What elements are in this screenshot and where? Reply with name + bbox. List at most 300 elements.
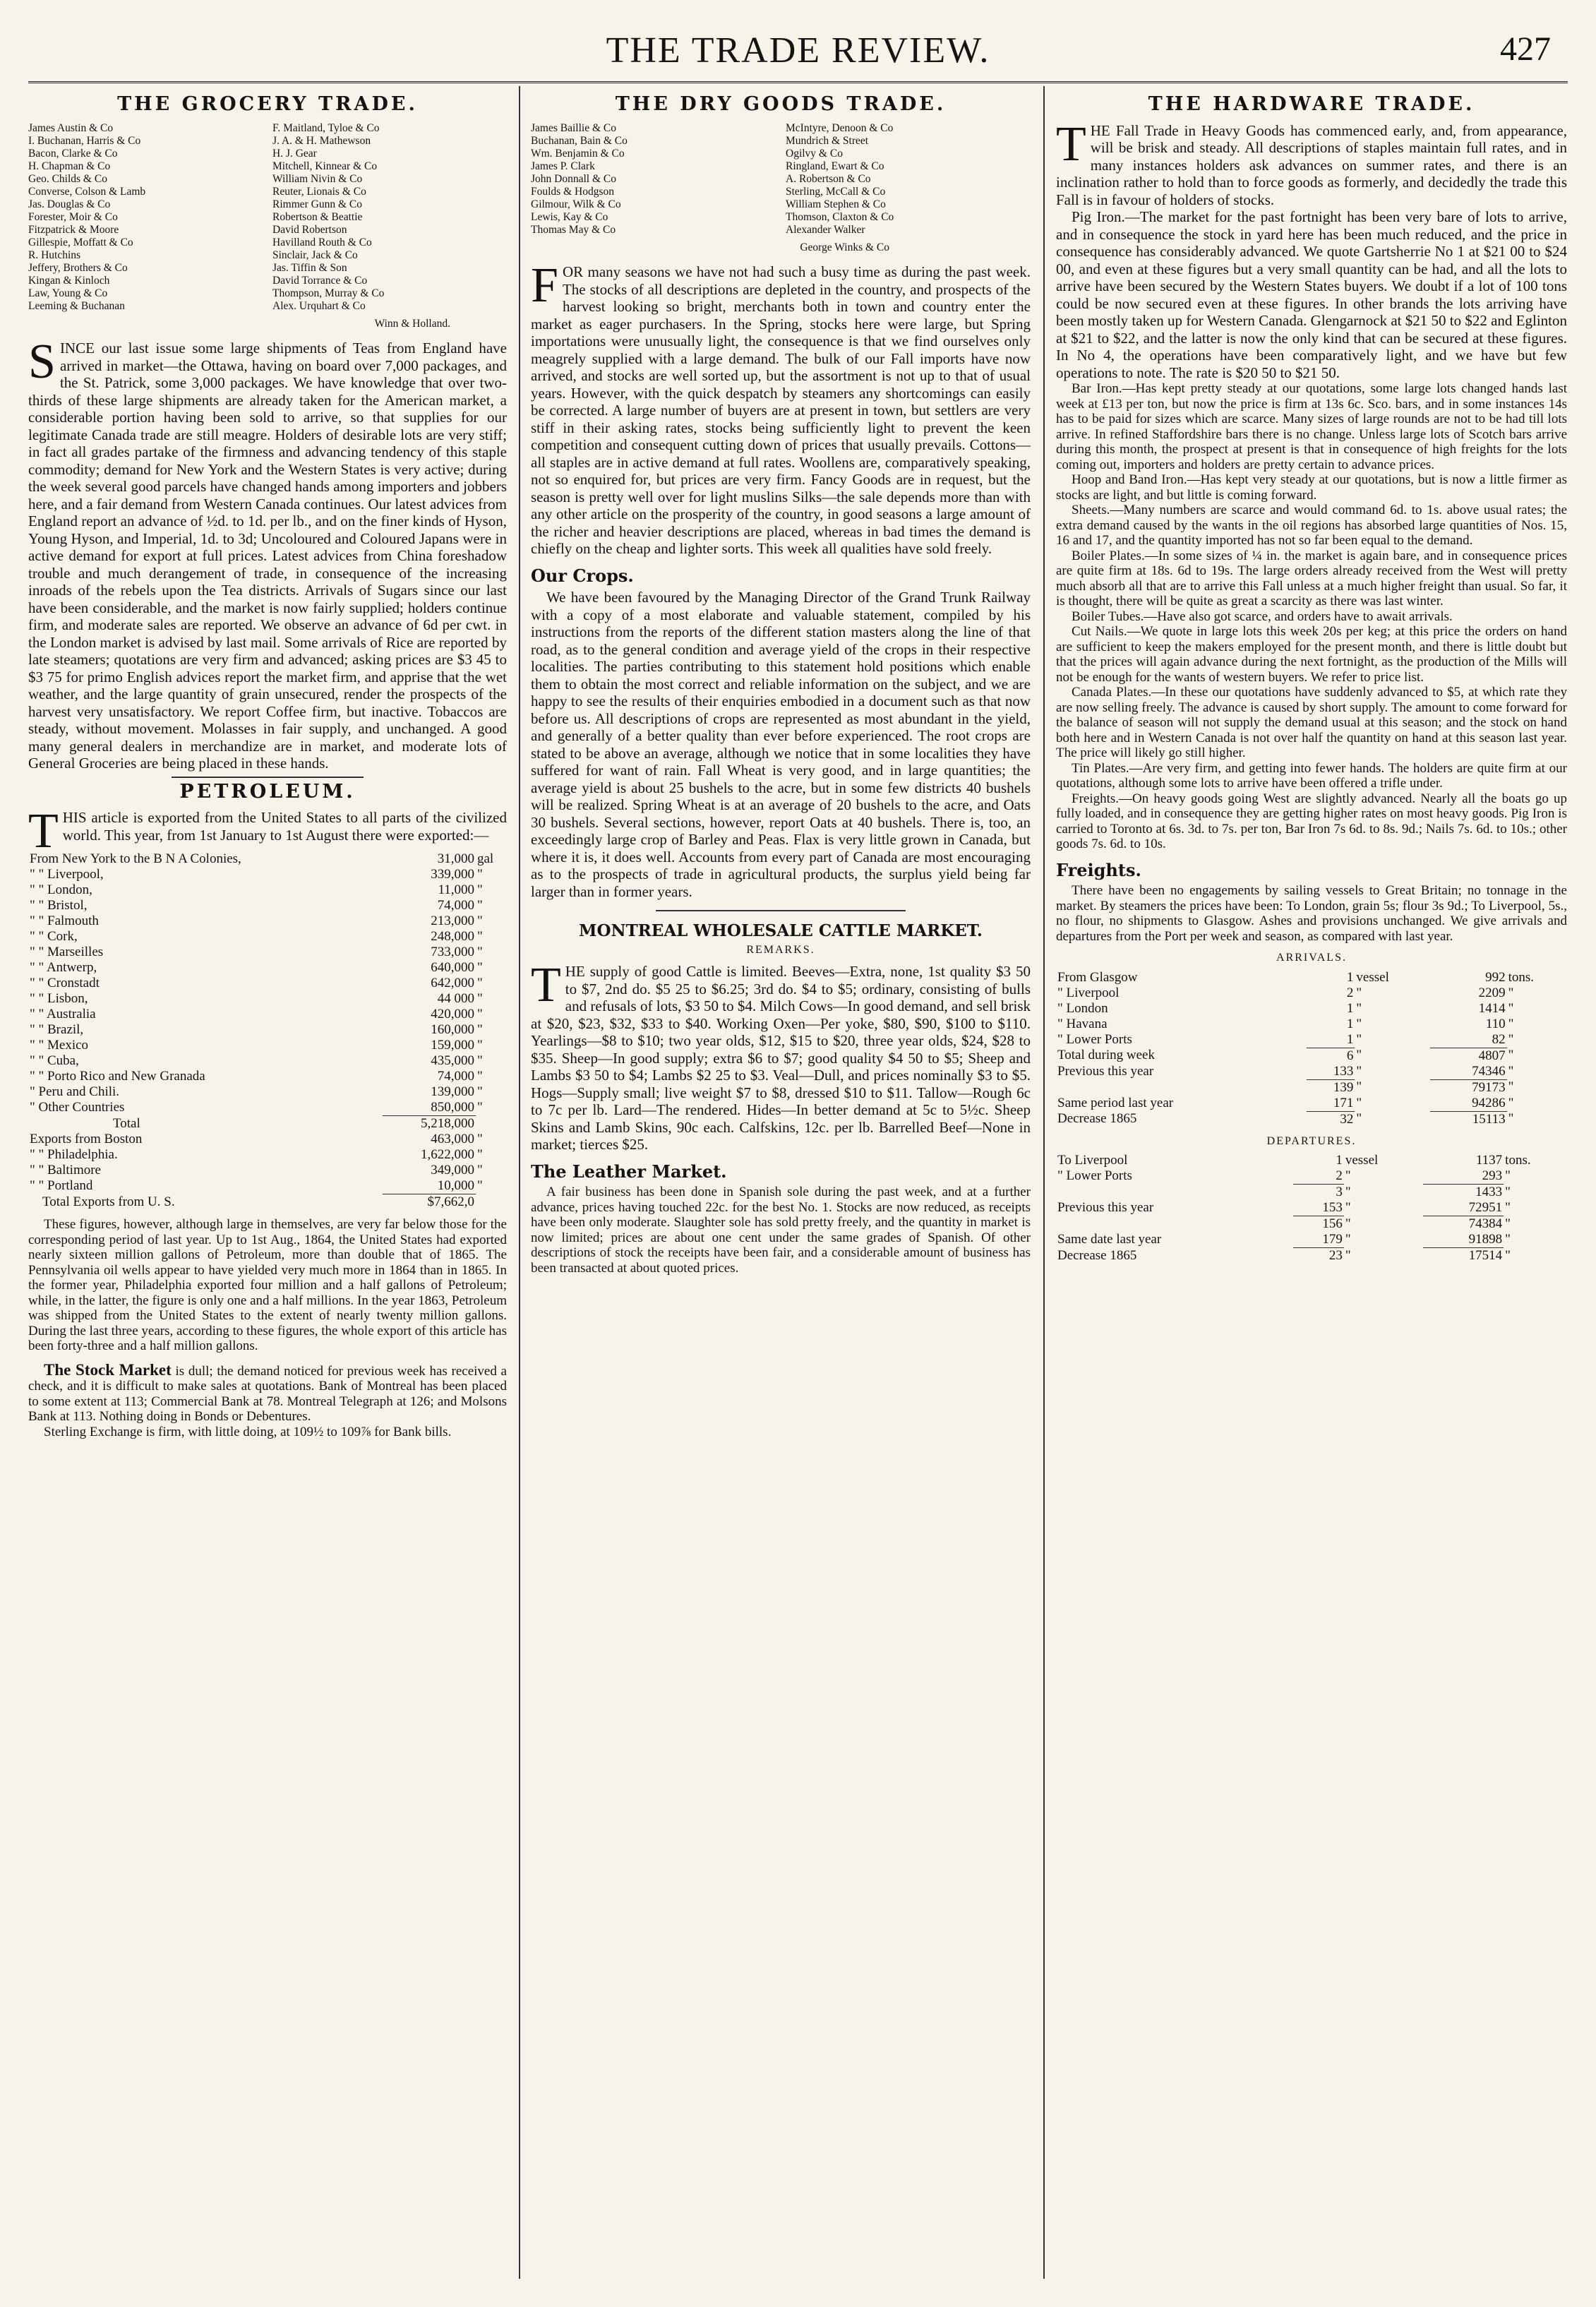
tonnage-unit: " bbox=[1505, 1184, 1511, 1199]
page-title: THE TRADE REVIEW. bbox=[606, 30, 990, 71]
tonnage-unit: " bbox=[1508, 1031, 1514, 1047]
table-row bbox=[28, 991, 507, 1007]
table-row bbox=[1056, 1111, 1567, 1127]
table-row bbox=[28, 1007, 507, 1022]
row-label: " " Bristol, bbox=[30, 898, 88, 913]
row-unit: " bbox=[477, 1084, 483, 1099]
row-label: " " Baltimore bbox=[30, 1163, 101, 1178]
row-label: Previous this year bbox=[1057, 1200, 1154, 1215]
dry-goods-article-text: OR many seasons we have not had such a busy time as during the past week. The stocks of all descriptions are depleted in the country, and prospects of the harvest looking so bright, merchants both in town and country enter the market as eager purchasers. In the Spring, stocks here were large, but Spring importations were unusually light, the consequence is that we find ourselves only meagrely supplied with a large demand. The bulk of our Fall imports have now arrived, and stocks are well sorted up, but the assortment is not up to that of usual years. However, with the quick despatch by steamers any shortcomings can easily be corrected. A large number of buyers are at present in town, but settlers are very stiff in their asking rates, stocks being sufficiently light to prevent the keen competition and consequent cutting down of prices that usually prevails. Cottons—all staples are in active demand at full rates. Woollens are, comparatively speaking, not so enquired for, but prices are very firm. Fancy Goods are in request, but the season is pretty well over for light muslins Silks—the sale depends more than with any other article on the prosperity of the country, in good seasons a large amount of the richer and heavier descriptions are placed, whereas in bad times the demand is chiefly on the cheap and lighter sorts. This week all qualities have sold freely. bbox=[531, 263, 1031, 557]
row-label: " " Cuba, bbox=[30, 1053, 79, 1068]
vessel-unit: " bbox=[1356, 1031, 1362, 1047]
hoop-iron-paragraph: Hoop and Band Iron.—Has kept very steady at our quotations, but is now a little firmer as stocks are light, and but little is coming forward. bbox=[1056, 472, 1567, 503]
table-row bbox=[28, 1084, 507, 1100]
row-value: 349,000 bbox=[431, 1163, 474, 1178]
total-value: 5,218,000 bbox=[383, 1116, 476, 1132]
table-row bbox=[28, 851, 507, 867]
firm-name: Mundrich & Street bbox=[786, 134, 869, 147]
vessel-count: 139 bbox=[1307, 1079, 1355, 1096]
grand-total-value: $7,662,0 bbox=[383, 1194, 476, 1211]
firm-name: Leeming & Buchanan bbox=[28, 299, 125, 312]
vessel-count: 1 bbox=[1346, 1031, 1354, 1047]
vessel-unit: " bbox=[1345, 1200, 1351, 1215]
table-row bbox=[1056, 1153, 1567, 1168]
tonnage-unit: " bbox=[1505, 1200, 1511, 1215]
row-unit: " bbox=[477, 898, 483, 913]
tonnage: 17514 bbox=[1423, 1248, 1504, 1264]
tonnage: 1433 bbox=[1423, 1185, 1504, 1201]
firm-name: David Torrance & Co bbox=[272, 274, 368, 287]
firm-name: I. Buchanan, Harris & Co bbox=[28, 134, 141, 147]
drop-cap: S bbox=[28, 335, 56, 389]
row-unit: " bbox=[477, 1132, 483, 1146]
row-value: 339,000 bbox=[431, 867, 474, 882]
column-divider bbox=[519, 86, 520, 2279]
vessel-unit: " bbox=[1356, 1079, 1362, 1094]
row-unit: " bbox=[477, 913, 483, 928]
firm-name: James Baillie & Co bbox=[531, 121, 616, 134]
vessel-unit: " bbox=[1356, 1048, 1362, 1062]
row-label: " " Antwerp, bbox=[30, 960, 97, 975]
drop-cap: F bbox=[531, 258, 558, 313]
vessel-unit: " bbox=[1345, 1184, 1351, 1199]
column-2 bbox=[531, 92, 1031, 2273]
tonnage-unit: " bbox=[1508, 1079, 1514, 1094]
sheets-paragraph: Sheets.—Many numbers are scarce and would command 6d. to 1s. above usual rates; the extra demand caused by the wants in the oil regions has absorbed large quantities of Nos. 15, 16 and 17, and the quantity imported has not so far been equal to the demand. bbox=[1056, 503, 1567, 548]
table-row bbox=[28, 913, 507, 929]
dry-goods-article bbox=[531, 258, 1031, 558]
firm-name: H. Chapman & Co bbox=[28, 160, 111, 172]
row-label: " " Marseilles bbox=[30, 945, 104, 959]
vessel-count: 156 bbox=[1293, 1216, 1344, 1233]
tonnage-unit: " bbox=[1508, 1016, 1514, 1031]
departures-heading: DEPARTURES. bbox=[1266, 1134, 1357, 1147]
firm-name: Jeffery, Brothers & Co bbox=[28, 261, 128, 274]
row-value: 420,000 bbox=[431, 1007, 474, 1021]
stock-market-text: is dull; the demand noticed for previous week has received a check, and it is difficult to make sales at quotations. Bank of Montreal has been placed to some extent at 113; Commercial Bank at 78. Montreal Telegraph at 126; and Molsons Bank at 113. Nothing doing in Bonds or Debentures. bbox=[28, 1363, 507, 1424]
table-row bbox=[28, 1053, 507, 1069]
tonnage-unit: tons. bbox=[1505, 1153, 1531, 1168]
petroleum-article: These figures, however, although large in themselves, are very far below those for the corresponding period of last year. Up to 1st Aug., 1864, the United States had exported nearly sixteen million gallons of Petroleum, more than double that of 1865. The Pennsylvania oil wells appear to have yielded very much more in 1864 than in 1865. In the former year, Philadelphia exported four million and a half gallons of Petroleum; while, in the latter, the figure is only one and a half millions. In the year 1863, Petroleum was shipped from the United States to the extent of nearly twenty million gallons. During the last three years, according to these figures, the whole export of this article has been forty-three and a half million gallons. bbox=[28, 1217, 507, 1353]
cattle-market-article bbox=[531, 958, 1031, 1154]
arrivals-heading: ARRIVALS. bbox=[1276, 952, 1347, 964]
firm-name: Bacon, Clarke & Co bbox=[28, 147, 118, 160]
cut-nails-paragraph: Cut Nails.—We quote in large lots this week 20s per keg; at this price the orders on hand are sufficient to keep the makers employed for the present month, and there is little doubt but that the prices will again advance during the next fortnight, as the production of the Mills will not be enough for the wants of western buyers. We refer to price list. bbox=[1056, 624, 1567, 685]
grocery-article bbox=[28, 335, 507, 772]
cattle-market-text: HE supply of good Cattle is limited. Beeves—Extra, none, 1st quality $3 50 to $7, 2nd do. $5 25 to $6.25; 3rd do. $4 to $5; ordinary, consisting of bulls and refusals of lots, $3 50 to $4. Milch Cows—In good demand, and sell brisk at $20, $23, $32, $33 to $40. Working Oxen—Per yoke, $80, $90, $100 to $110. Yearlings—$8 to $10; two year olds, $12, $15 to $20, three year olds, $24, $28 to $35. Sheep—In good supply; extra $6 to $7; good quality $4 50 to $5; Sheep and Lambs $3 50 to $4; Lambs $2 25 to $3. Veal—Dull, and prices nominally $3 to $5. Hogs—Supply small; live weight $7 to $8, dressed $10 to $11. Tallow—Rough 6c to 7c per lb. Lard—The rendered. Hides—In better demand at 5c to 5½c. Sheep Skins and Lamb Skins, 90c each. Calfskins, 12c. per lb. Barrelled Beef—None in market; tierces $25. bbox=[531, 963, 1031, 1153]
table-row bbox=[28, 929, 507, 945]
row-unit: " bbox=[477, 945, 483, 959]
tonnage: 992 bbox=[1485, 969, 1506, 985]
firm-name: Thomson, Claxton & Co bbox=[786, 210, 894, 223]
table-row bbox=[1056, 1032, 1567, 1048]
row-label: " " Cork, bbox=[30, 929, 78, 944]
tonnage-unit: " bbox=[1505, 1168, 1511, 1183]
petroleum-intro-text: HIS article is exported from the United States to all parts of the civilized world. This year, from 1st January to 1st August there were exported:— bbox=[62, 809, 507, 844]
vessel-unit: " bbox=[1356, 1095, 1362, 1110]
tin-plates-paragraph: Tin Plates.—Are very firm, and getting into fewer hands. The holders are quite firm at our quotations, although some lots to arrive have been offered a trifle under. bbox=[1056, 760, 1567, 791]
row-value: 44 000 bbox=[437, 991, 474, 1006]
tonnage: 82 bbox=[1492, 1031, 1506, 1047]
vessel-count: 3 bbox=[1293, 1185, 1344, 1201]
table-row bbox=[28, 1163, 507, 1178]
row-label: Previous this year bbox=[1057, 1063, 1154, 1079]
row-unit: " bbox=[477, 882, 483, 897]
table-row bbox=[28, 976, 507, 991]
row-label: " Other Countries bbox=[30, 1100, 125, 1115]
column-1 bbox=[28, 92, 507, 2273]
table-row bbox=[1056, 1248, 1567, 1264]
tonnage-unit: " bbox=[1505, 1247, 1511, 1263]
row-unit: " bbox=[477, 960, 483, 975]
vessel-count: 171 bbox=[1333, 1095, 1354, 1110]
row-label: Decrease 1865 bbox=[1057, 1247, 1137, 1263]
row-label: " " Brazil, bbox=[30, 1022, 84, 1037]
table-row bbox=[28, 960, 507, 976]
crops-article: We have been favoured by the Managing Director of the Grand Trunk Railway with a copy of a most elaborate and valuable statement, compiled by his instructions from the reports of the different station masters along the line of that road, as to the general condition and average yield of the crops in their respective localities. The parties contributing to this statement hold positions which enable them to obtain the most correct and reliable information on the subject, and we are happy to see the results of their enquiries embodied in a document such as that now before us. All descriptions of crops are represented as most abundant in the yield, and generally of a better quality than ever before experienced. The root crops are stated to be above an average, although we notice that in some localities they have suffered for want of rain. Fall Wheat is very good, and in large quantities; the average yield is about 25 bushels to the acre, but in some few districts 40 bushels will be realized. Spring Wheat is at an average of 20 bushels to the acre, and Oats 30 bushels. Several sections, however, report Oats at 40 bushels. There is, too, an exceedingly large crop of Barley and Peas. Flax is very little grown in Canada, but where it is, it does well. Accounts from every part of Canada are most encouraging as to the prospects of trade in agricultural products, the surplus yield being far larger than in former years. bbox=[531, 589, 1031, 900]
vessel-unit: " bbox=[1345, 1232, 1351, 1247]
firm-list-last: Winn & Holland. bbox=[374, 317, 450, 330]
table-row bbox=[28, 1178, 507, 1194]
firm-name: Mitchell, Kinnear & Co bbox=[272, 160, 378, 172]
table-row bbox=[1056, 1064, 1567, 1080]
row-label: " " Portland bbox=[30, 1178, 93, 1193]
vessel-count: 6 bbox=[1307, 1048, 1355, 1064]
firm-name: Forester, Moir & Co bbox=[28, 210, 118, 223]
table-row bbox=[28, 1132, 507, 1147]
column-divider bbox=[1043, 86, 1045, 2279]
row-label: Same period last year bbox=[1057, 1095, 1174, 1110]
table-row bbox=[28, 898, 507, 913]
firm-name: A. Robertson & Co bbox=[786, 172, 871, 185]
firm-name: John Donnall & Co bbox=[531, 172, 616, 185]
vessel-unit: " bbox=[1356, 1016, 1362, 1031]
boiler-plates-paragraph: Boiler Plates.—In some sizes of ¼ in. the market is again bare, and in consequence prices are quite firm at 18s. 6d to 19s. The large orders already received from the West will pretty much absorb all that are to arrive this Fall unless at a much higher freight than usual. So far, it is thought, there will be quite as great a scarcity as there was last winter. bbox=[1056, 548, 1567, 609]
row-label: " London bbox=[1057, 1000, 1108, 1016]
leather-market-heading: The Leather Market. bbox=[531, 1161, 727, 1182]
boiler-tubes-paragraph: Boiler Tubes.—Have also got scarce, and orders have to await arrivals. bbox=[1072, 609, 1453, 624]
firm-name: Converse, Colson & Lamb bbox=[28, 185, 146, 198]
firm-name: Kingan & Kinloch bbox=[28, 274, 110, 287]
firm-name: R. Hutchins bbox=[28, 248, 81, 261]
firm-list-left bbox=[28, 122, 263, 313]
tonnage-unit: " bbox=[1508, 1000, 1514, 1016]
section-divider bbox=[656, 910, 906, 911]
row-label: Total during week bbox=[1057, 1048, 1155, 1062]
row-label: " " Cronstadt bbox=[30, 976, 100, 990]
row-unit: " bbox=[477, 1007, 483, 1021]
drop-cap: T bbox=[1056, 116, 1086, 172]
tonnage: 110 bbox=[1485, 1016, 1506, 1031]
stock-market-article bbox=[28, 1362, 507, 1425]
vessel-count: 1 bbox=[1336, 1153, 1343, 1168]
vessel-count: 2 bbox=[1336, 1168, 1343, 1183]
tonnage-unit: " bbox=[1508, 1048, 1514, 1062]
table-row bbox=[28, 945, 507, 960]
firm-name: Fitzpatrick & Moore bbox=[28, 223, 119, 236]
firm-name: Gilmour, Wilk & Co bbox=[531, 198, 621, 210]
firm-name: Sterling, McCall & Co bbox=[786, 185, 886, 198]
firm-name: David Robertson bbox=[272, 223, 347, 236]
petroleum-intro bbox=[28, 804, 507, 858]
table-row bbox=[1056, 1216, 1567, 1233]
row-value: 160,000 bbox=[431, 1022, 474, 1037]
row-label: " Havana bbox=[1057, 1016, 1108, 1031]
tonnage: 91898 bbox=[1468, 1232, 1503, 1247]
firm-name: J. A. & H. Mathewson bbox=[272, 134, 371, 147]
section-divider bbox=[172, 777, 363, 778]
tonnage: 94286 bbox=[1472, 1095, 1506, 1110]
row-label bbox=[1056, 1216, 1293, 1233]
row-unit: " bbox=[477, 1053, 483, 1068]
tonnage-unit: " bbox=[1508, 1111, 1514, 1126]
row-label: " Lower Ports bbox=[1057, 1168, 1132, 1183]
hardware-intro-text: HE Fall Trade in Heavy Goods has commenced early, and, from appearance, will be brisk and steady. All descriptions of staples maintain full rates, and in many instances holders ask advances on summer rates, and there is an inclination rather to hold than to force goods as formerly, and decidedly the trade this Fall is in favour of holders of stocks. bbox=[1056, 121, 1567, 208]
firm-name: Lewis, Kay & Co bbox=[531, 210, 608, 223]
row-label: " Peru and Chili. bbox=[30, 1084, 120, 1099]
vessel-unit: " bbox=[1356, 1063, 1362, 1079]
firm-name: Alex. Urquhart & Co bbox=[272, 299, 366, 312]
firm-name: Ringland, Ewart & Co bbox=[786, 160, 884, 172]
firm-name: Buchanan, Bain & Co bbox=[531, 134, 628, 147]
table-row bbox=[28, 1194, 507, 1211]
tonnage-unit: " bbox=[1508, 1095, 1514, 1110]
vessel-count: 2 bbox=[1346, 985, 1354, 1000]
tonnage-unit: tons. bbox=[1508, 969, 1535, 985]
vessel-count: 1 bbox=[1346, 1000, 1354, 1016]
row-value: 435,000 bbox=[431, 1053, 474, 1068]
row-value: 31,000 bbox=[437, 851, 474, 866]
firm-name: Jas. Douglas & Co bbox=[28, 198, 111, 210]
tonnage: 74346 bbox=[1472, 1063, 1506, 1079]
firm-name: William Stephen & Co bbox=[786, 198, 886, 210]
table-row bbox=[1056, 1001, 1567, 1017]
row-label: From Glasgow bbox=[1057, 969, 1138, 985]
row-label: " " Australia bbox=[30, 1007, 96, 1021]
cattle-market-subheading: REMARKS. bbox=[746, 943, 815, 956]
freights-note-paragraph: Freights.—On heavy goods going West are slightly advanced. Nearly all the boats go up fully loaded, and in consequence they are getting higher rates on most heavy goods. Pig Iron is carried to Toronto at 6s. 3d. to 7s. per ton, Bar Iron 7s 6d. to 8s. 9d.; Nails 7s. 6d. to 10s.; other goods 7s. 6d. to 10s. bbox=[1056, 791, 1567, 851]
row-label: " " Lisbon, bbox=[30, 991, 88, 1006]
row-value: 642,000 bbox=[431, 976, 474, 990]
tonnage: 2209 bbox=[1478, 985, 1506, 1000]
table-row bbox=[28, 1100, 507, 1116]
firm-name: Geo. Childs & Co bbox=[28, 172, 107, 185]
tonnage-unit: " bbox=[1508, 1063, 1514, 1079]
crops-heading: Our Crops. bbox=[531, 565, 634, 586]
row-label: " Liverpool bbox=[1057, 985, 1120, 1000]
arrivals-table bbox=[1056, 970, 1567, 1127]
firm-name: F. Maitland, Tyloe & Co bbox=[272, 121, 380, 134]
row-label bbox=[1056, 1185, 1293, 1201]
row-value: 850,000 bbox=[431, 1100, 474, 1115]
tonnage-unit: " bbox=[1508, 985, 1514, 1000]
table-row bbox=[1056, 1017, 1567, 1032]
row-unit: " bbox=[477, 867, 483, 882]
row-unit: " bbox=[477, 991, 483, 1006]
grocery-article-text: INCE our last issue some large shipments of Teas from England have arrived in market—the Ottawa, having on board over 7,000 packages, and the St. Patrick, some 3,000 packages. We have knowledge that over two-thirds of these large shipments are already taken for the American market, a considerable portion having been sold to arrive, so that supplies for our legitimate Canada trade are still meagre. Holders of desirable lots are very stiff; in fact all grades partake of the firmness and advancing tendency of this staple commodity; demand for New York and the Western States is very active; during the week several good parcels have changed hands among importers and jobbers here, and a fair demand from Western Canada continues. Our latest advices from England report an advance of ½d. to 1d. per lb., and on the finer kinds of Hyson, Young Hyson, and Imperial, 1d. to 3d; Uncoloured and Coloured Japans were in active demand for export at full prices. Latest advices from China foreshadow trouble and much derangement of trade, in consequence of the increasing inroads of the rebels upon the Tea districts. Arrivals of Sugars since our last have been considerable, and the market is now fairly supplied; holders continue firm, and moderate sales are reported. We observe an advance of 6d per cwt. in the London market is advised by last mail. Some arrivals of Rice are reported by late steamers; quotations are very firm and advanced; asking prices are $3 45 to $3 75 for primo English advices report the market firm, and apprise that the wet weather, and the large quantity of grain unsecured, render the prospects of the harvest very unsatisfactory. We report Coffee firm, but inactive. Tobaccos are steady, without movement. Molasses in fair supply, and unchanged. A good many general dealers in merchandize are in market, and moderate lots of General Groceries are being placed in these hands. bbox=[28, 340, 507, 772]
page-number: 427 bbox=[1500, 30, 1551, 68]
row-label: " " Philadelphia. bbox=[30, 1147, 118, 1162]
row-label: " " London, bbox=[30, 882, 92, 897]
row-unit: " bbox=[477, 1069, 483, 1084]
firm-name: Wm. Benjamin & Co bbox=[531, 147, 625, 160]
vessel-unit: " bbox=[1345, 1168, 1351, 1183]
departures-table bbox=[1056, 1153, 1567, 1264]
row-unit: " bbox=[477, 1100, 483, 1115]
firm-name: McIntyre, Denoon & Co bbox=[786, 121, 894, 134]
header-rule bbox=[28, 81, 1568, 83]
canada-plates-paragraph: Canada Plates.—In these our quotations have suddenly advanced to $5, at which rate they are now selling freely. The advance is caused by short supply. The amount to come forward for the balance of season will not supply the demand usual at this season; and the stock on hand both here and in Western Canada is not over half the quantity on hand at this season last year. The price will likely go still higher. bbox=[1056, 685, 1567, 760]
firm-name: William Nivin & Co bbox=[272, 172, 363, 185]
grocery-heading: THE GROCERY TRADE. bbox=[117, 93, 418, 115]
dry-goods-firm-list bbox=[531, 122, 1031, 236]
tonnage: 15113 bbox=[1430, 1111, 1507, 1127]
row-value: 463,000 bbox=[431, 1132, 474, 1146]
row-unit: " bbox=[477, 1178, 483, 1193]
row-label: From New York to the B N A Colonies, bbox=[30, 851, 241, 866]
tonnage: 72951 bbox=[1468, 1200, 1503, 1215]
cattle-market-heading: MONTREAL WHOLESALE CATTLE MARKET. bbox=[579, 921, 983, 940]
row-label: " " Porto Rico and New Granada bbox=[30, 1069, 205, 1084]
row-value: 74,000 bbox=[437, 1069, 474, 1084]
row-value: 1,622,000 bbox=[421, 1147, 474, 1162]
row-unit: " bbox=[477, 1163, 483, 1178]
table-row bbox=[1056, 1079, 1567, 1096]
vessel-count: 179 bbox=[1322, 1232, 1343, 1247]
table-row bbox=[28, 1116, 507, 1132]
row-unit: " bbox=[477, 1038, 483, 1053]
row-value: 640,000 bbox=[431, 960, 474, 975]
row-label: Exports from Boston bbox=[30, 1132, 143, 1146]
row-unit: " bbox=[477, 929, 483, 944]
column-3 bbox=[1056, 92, 1567, 2273]
table-row bbox=[1056, 970, 1567, 985]
table-row bbox=[28, 1069, 507, 1084]
row-value: 74,000 bbox=[437, 898, 474, 913]
row-value: 10,000 bbox=[437, 1178, 474, 1193]
row-unit: " bbox=[477, 1022, 483, 1037]
freights-heading: Freights. bbox=[1056, 859, 1141, 880]
stock-market-heading: The Stock Market bbox=[44, 1360, 172, 1379]
row-value: 248,000 bbox=[431, 929, 474, 944]
hardware-heading: THE HARDWARE TRADE. bbox=[1148, 93, 1475, 115]
firm-name: James P. Clark bbox=[531, 160, 595, 172]
masthead bbox=[28, 20, 1568, 76]
vessel-unit: " bbox=[1356, 985, 1362, 1000]
firm-name: Reuter, Lionais & Co bbox=[272, 185, 366, 198]
total-label: Total bbox=[113, 1115, 140, 1131]
tonnage: 1414 bbox=[1478, 1000, 1506, 1016]
firm-name: Ogilvy & Co bbox=[786, 147, 843, 160]
drop-cap: T bbox=[28, 804, 59, 858]
tonnage-unit: " bbox=[1505, 1232, 1511, 1247]
table-row bbox=[1056, 1185, 1567, 1201]
table-row bbox=[28, 1147, 507, 1163]
firm-name: Thomas May & Co bbox=[531, 223, 616, 236]
vessel-count: 153 bbox=[1322, 1200, 1343, 1215]
petroleum-heading: PETROLEUM. bbox=[179, 780, 356, 803]
leather-market-article: A fair business has been done in Spanish sole during the past week, and at a further advance, prices having touched 22c. for the best No. 1. Stocks are now reduced, as receipts have been only moderate. Slaughter sole has sold pretty freely, and the quantity in market is now limited; prices are about one cent under the same grades of Spanish. Of other descriptions of stock the receipts have been fair, and a considerable amount of business has been transacted at about quoted prices. bbox=[531, 1185, 1031, 1276]
vessel-unit: vessel bbox=[1356, 969, 1389, 985]
vessel-unit: " bbox=[1345, 1216, 1351, 1231]
dry-goods-heading: THE DRY GOODS TRADE. bbox=[615, 93, 947, 115]
table-row bbox=[1056, 1096, 1567, 1112]
firm-name: Alexander Walker bbox=[786, 223, 865, 236]
firm-name: Gillespie, Moffatt & Co bbox=[28, 236, 133, 248]
table-row bbox=[28, 882, 507, 898]
firm-name: H. J. Gear bbox=[272, 147, 317, 160]
table-row bbox=[28, 1022, 507, 1038]
table-row bbox=[28, 867, 507, 882]
row-label: Decrease 1865 bbox=[1057, 1111, 1137, 1126]
firm-name: Jas. Tiffin & Son bbox=[272, 261, 347, 274]
vessel-count: 23 bbox=[1293, 1248, 1344, 1264]
firm-name: Havilland Routh & Co bbox=[272, 236, 372, 248]
table-row bbox=[1056, 1168, 1567, 1185]
tonnage: 1137 bbox=[1475, 1153, 1503, 1168]
row-unit: " bbox=[477, 1147, 483, 1162]
table-row bbox=[1056, 1200, 1567, 1216]
tonnage: 79173 bbox=[1430, 1079, 1507, 1096]
firm-name: Robertson & Beattie bbox=[272, 210, 363, 223]
row-value: 159,000 bbox=[431, 1038, 474, 1053]
vessel-unit: " bbox=[1356, 1000, 1362, 1016]
row-label: " " Mexico bbox=[30, 1038, 89, 1053]
grocery-firm-list bbox=[28, 122, 507, 313]
firm-name: Rimmer Gunn & Co bbox=[272, 198, 363, 210]
firm-list-right bbox=[272, 122, 507, 313]
vessel-unit: " bbox=[1345, 1247, 1351, 1263]
tonnage-unit: " bbox=[1505, 1216, 1511, 1231]
freights-article: There have been no engagements by sailing vessels to Great Britain; no tonnage in the market. By steamers the prices have been: To London, grain 5s; flour 3s 9d.; To Liverpool, 5s., no flour, no shipments to Glasgow. Ashes and provisions unchanged. We give arrivals and departures from the Port per week and season, as compared with last year. bbox=[1056, 883, 1567, 944]
stock-market-exchange: Sterling Exchange is firm, with little doing, at 109½ to 109⅞ for Bank bills. bbox=[44, 1424, 452, 1439]
table-row bbox=[28, 1038, 507, 1053]
grand-total-label: Total Exports from U. S. bbox=[42, 1194, 175, 1209]
vessel-count: 1 bbox=[1346, 1016, 1354, 1031]
pig-iron-paragraph: Pig Iron.—The market for the past fortnight has been very bare of lots to arrive, and in consequence the stock in yard here has been much reduced, and the price in consequence has considerably advanced. We quote Gartsherrie No 1 at $21 00 to $24 00, and even at these figures but a very small quantity can be had, and all the lots to arrive have been secured by the Western States buyers. We doubt if a lot of 100 tons could be now secured even at these figures. In other brands the lots arriving have been mostly taken up for Western Canada. Glengarnock at $21 50 to $22 and Eglinton at $21 to $22, and the latter is now the only kind that can be secured at these figures. In No 4, the operations have been comparatively light, and we have but few operations to note. The rate is $20 50 to $21 50. bbox=[1056, 208, 1567, 381]
firm-list-left bbox=[531, 122, 776, 236]
firm-list-last: George Winks & Co bbox=[800, 241, 889, 253]
row-unit: " bbox=[477, 976, 483, 990]
hardware-intro bbox=[1056, 116, 1567, 209]
vessel-count: 32 bbox=[1307, 1111, 1355, 1127]
firm-list-right bbox=[786, 122, 1031, 236]
row-label: " " Liverpool, bbox=[30, 867, 104, 882]
row-value: 139,000 bbox=[431, 1084, 474, 1099]
table-row bbox=[1056, 985, 1567, 1001]
firm-name: James Austin & Co bbox=[28, 121, 114, 134]
firm-name: Law, Young & Co bbox=[28, 287, 108, 299]
row-value: 11,000 bbox=[438, 882, 474, 897]
firm-name: Sinclair, Jack & Co bbox=[272, 248, 358, 261]
bar-iron-paragraph: Bar Iron.—Has kept pretty steady at our quotations, some large lots changed hands last week at £13 per ton, but now the price is firm at 13s 6c. Sco. bars, and in some instances 14s has to be paid for sizes which are scarce. Many sizes of large rounds are not to be had till lots arrive. In refined Staffordshire bars there is no change. Unless large lots of Scotch bars arrive during this month, the prospect at present is that in consequence of high freights for the lots coming out, importers and holders are pretty certain to advance prices. bbox=[1056, 381, 1567, 472]
row-unit: gal bbox=[477, 851, 494, 866]
table-row bbox=[1056, 1232, 1567, 1248]
row-label: To Liverpool bbox=[1057, 1153, 1128, 1168]
drop-cap: T bbox=[531, 958, 561, 1012]
firm-name: Thompson, Murray & Co bbox=[272, 287, 385, 299]
tonnage: 74384 bbox=[1423, 1216, 1504, 1233]
row-value: 213,000 bbox=[431, 913, 474, 928]
vessel-unit: vessel bbox=[1345, 1153, 1379, 1168]
row-label: Same date last year bbox=[1057, 1232, 1162, 1247]
row-label bbox=[1056, 1079, 1307, 1096]
row-label: " Lower Ports bbox=[1057, 1031, 1132, 1047]
vessel-count: 1 bbox=[1346, 969, 1354, 985]
row-value: 733,000 bbox=[431, 945, 474, 959]
firm-name: Foulds & Hodgson bbox=[531, 185, 614, 198]
vessel-unit: " bbox=[1356, 1111, 1362, 1126]
